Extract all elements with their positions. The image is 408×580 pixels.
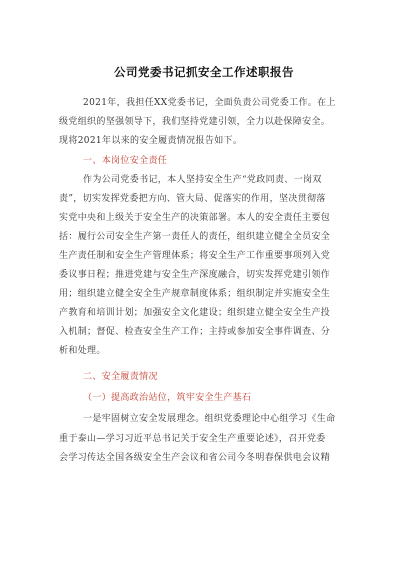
paragraph-line: 作为公司党委书记，本人坚持安全生产“党政同责、一岗双: [83, 175, 322, 185]
paragraph-line: 2021年，我担任XX党委书记，全面负责公司党委工作。在上: [83, 98, 336, 108]
paragraph-line: 产教育和培训计划；加强安全文化建设；组织建立健全安全生产投: [59, 308, 331, 318]
paragraph-line: 会学习传达全国各级安全生产会议和省公司今冬明春保供电会议精: [59, 453, 331, 463]
subsection-heading: （一）提高政治站位，筑牢安全生产基石: [83, 393, 252, 403]
section-heading-1: 一、本岗位安全责任: [83, 156, 168, 166]
paragraph-line: 生产责任制和安全生产管理体系；将安全生产工作重要事项列入党: [59, 251, 331, 261]
paragraph-line: 入机制；督促、检查安全生产工作；主持或参加安全事件调查、分: [59, 327, 331, 337]
paragraph-line: 括：履行公司安全生产第一责任人的责任，组织建立健全全员安全: [59, 232, 331, 242]
paragraph-line: 委议事日程；推进党建与安全生产深度融合，切实发挥党建引领作: [59, 270, 331, 280]
document-title: 公司党委书记抓安全工作述职报告: [114, 65, 294, 79]
paragraph-line: 现将2021年以来的安全履责情况报告如下。: [59, 136, 243, 146]
section-heading-2: 二、安全履责情况: [83, 372, 158, 382]
paragraph-line: 重于泰山—学习习近平总书记关于安全生产重要论述》，召开党委: [59, 434, 326, 444]
paragraph-line: 用；组织建立健全安全生产规章制度体系；组织制定并实施安全生: [59, 289, 331, 299]
paragraph-line: 责”，切实发挥党委把方向、管大局、促落实的作用，坚决贯彻落: [59, 194, 326, 204]
paragraph-line: 级党组织的坚强领导下，我们坚持党建引领，全力以赴保障安全。: [59, 117, 331, 127]
paragraph-line: 实党中央和上级关于安全生产的决策部署。本人的安全责任主要包: [59, 213, 331, 223]
paragraph-line: 析和处理。: [59, 346, 106, 356]
paragraph-line: 一是牢固树立安全发展理念。组织党委理论中心组学习《生命: [83, 414, 336, 424]
